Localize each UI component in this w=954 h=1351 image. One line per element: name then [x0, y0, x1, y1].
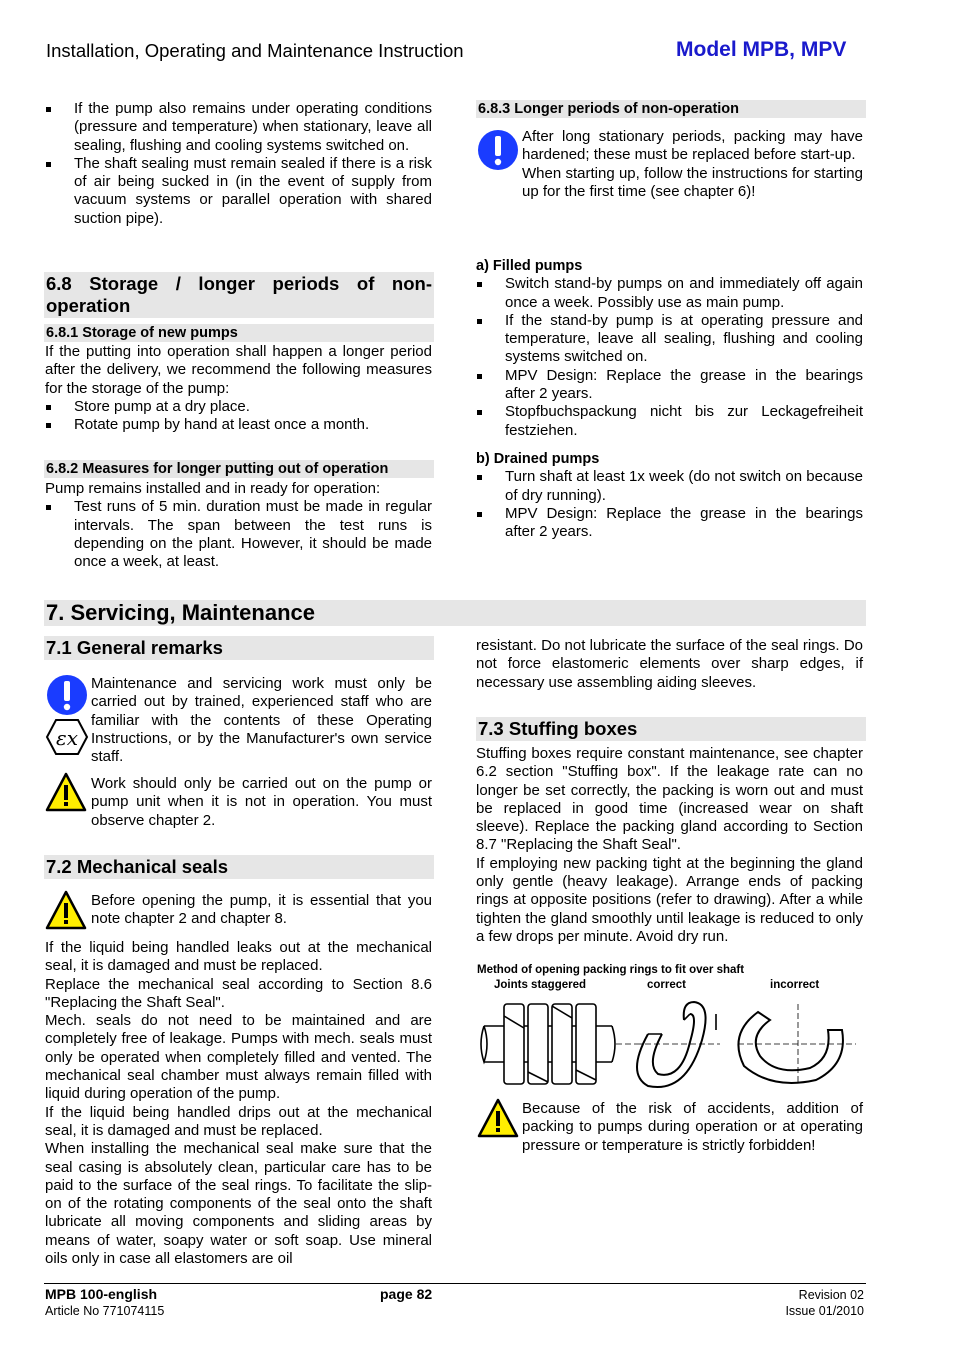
paragraph: After long stationary periods, packing may have hardened; these must be replaced before start-up. [522, 128, 863, 164]
list-item: Turn shaft at least 1x week (do not switch on because of dry running). [476, 468, 863, 505]
figure-label-incorrect: incorrect [770, 979, 820, 991]
footer-issue: Issue 01/2010 [785, 1304, 864, 1318]
subheading-drained-pumps: b) Drained pumps [476, 450, 600, 467]
section-6-8-3-title: 6.8.3 Longer periods of non-operation [476, 100, 866, 118]
figure-caption: Method of opening packing rings to fit over shaft [477, 964, 745, 976]
section-7-1-title: 7.1 General remarks [44, 636, 434, 660]
section-6-8-1-body [45, 343, 432, 434]
intro-bullets [45, 100, 432, 228]
section-7-3-title: 7.3 Stuffing boxes [476, 717, 866, 741]
model-title: Model MPB, MPV [676, 38, 847, 61]
subheading-filled-pumps: a) Filled pumps [476, 258, 583, 274]
list-item: Switch stand-by pumps on and immediately off again once a week. Possibly use as main pump. [476, 275, 863, 312]
info-exclamation-icon [477, 129, 519, 175]
paragraph: Pump remains installed and in ready for operation: [45, 480, 381, 497]
footer-revision: Revision 02 [798, 1288, 864, 1302]
paragraph: If the putting into operation shall happen a longer period after the delivery, we recommend the following measures for the storage of the pump: [45, 343, 432, 397]
section-6-8-2-title: 6.8.2 Measures for longer putting out of operation [44, 460, 434, 478]
list-item: MPV Design: Replace the grease in the bearings after 2 years. [476, 367, 863, 404]
section-7-1-note2: Work should only be carried out on the pump or pump unit when it is not in operation. You must observe chapter 2. [91, 775, 432, 829]
section-7-2-continued: resistant. Do not lubricate the surface of the seal rings. Do not force elastomeric elements over sharp edges, if necessary use assembling aiding sleeves. [476, 637, 863, 691]
svg-text:εx: εx [55, 726, 79, 750]
footer-doc-id: MPB 100-english [45, 1286, 158, 1302]
section-7-1-note1: Maintenance and servicing work must only be carried out by trained, experienced staff who are familiar with the contents of these Operating Instructions, or by the Manufacturer's own service staff. [91, 675, 432, 766]
paragraph: When starting up, follow the instructions for starting up for the first time (see chapter 6)! [522, 164, 863, 200]
warning-triangle-icon [45, 890, 87, 934]
section-6-8-2-body [45, 480, 432, 571]
section-6-8-3-body [476, 257, 863, 541]
section-6-8-title: 6.8 Storage / longer periods of non-operation [46, 273, 432, 316]
list-item: The shaft sealing must remain sealed if there is a risk of air being sucked in (in the event of supply from vacuum systems or parallel operation with shared suction pipe). [45, 155, 432, 228]
list-item: Store pump at a dry place. [45, 398, 432, 416]
paragraph: If employing new packing tight at the beginning the gland only gentle (heavy leakage). Arrange ends of packing rings at opposite positions (refer to drawing). After a while tighten the gland smoothly until leakage is reduced to only a few drops per minute. Avoid dry run. [476, 854, 863, 945]
footer-article-no: Article No 771074115 [45, 1304, 165, 1318]
section-7-2-title: 7.2 Mechanical seals [44, 855, 434, 879]
paragraph: Mech. seals do not need to be maintained and are completely free of leakage. Pumps with mech. seals must only be operated when completely filled and vented. The mechanical seal chamber must always remain filled with liquid during operation of the pump. [45, 1012, 432, 1103]
section-7-2-note: Before opening the pump, it is essential that you note chapter 2 and chapter 8. [91, 892, 432, 928]
section-7-3-body [476, 745, 863, 946]
list-item: MPV Design: Replace the grease in the bearings after 2 years. [476, 505, 863, 542]
paragraph: When installing the mechanical seal make sure that the seal casing is absolutely clean, particular care has to be paid to the surface of the seal rings. To facilitate the slip-on of the rotating components of the seal onto the shaft lubricate all moving components and sliding areas by means of water, soapy water or soft soap. Use mineral oils only in case all elastomers are oil [45, 1140, 432, 1268]
ex-explosion-icon [45, 718, 89, 760]
list-item: If the pump also remains under operating conditions (pressure and temperature) when stationary, leave all sealing, flushing and cooling systems switched on. [45, 100, 432, 155]
list-item: Test runs of 5 min. duration must be made in regular intervals. The span between the test runs is depending on the plant. However, it should be made once a week, at least. [45, 498, 432, 571]
section-6-8-3-note [522, 128, 863, 201]
section-7-2-body [45, 939, 432, 1268]
figure-label-correct: correct [647, 979, 686, 991]
section-7-title: 7. Servicing, Maintenance [44, 600, 866, 626]
footer-divider [44, 1283, 866, 1284]
list-item: Stopfbuchspackung nicht bis zur Leckagefreiheit festziehen. [476, 403, 863, 440]
paragraph: If the liquid being handled drips out at the mechanical seal, it is damaged and must be replaced. [45, 1103, 432, 1139]
figure-label-joints-staggered: Joints staggered [494, 979, 587, 991]
section-7-3-warning: Because of the risk of accidents, addition of packing to pumps during operation or at operating pressure or temperature is strictly forbidden! [522, 1100, 863, 1154]
document-title: Installation, Operating and Maintenance Instruction [46, 40, 464, 61]
packing-ring-drawing [476, 994, 866, 1094]
section-6-8-1-title: 6.8.1 Storage of new pumps [44, 324, 434, 342]
list-item: If the stand-by pump is at operating pressure and temperature, leave all sealing, flushing and cooling systems switched on. [476, 312, 863, 367]
warning-triangle-icon [477, 1098, 519, 1142]
warning-triangle-icon [45, 772, 87, 816]
paragraph: Stuffing boxes require constant maintenance, see chapter 6.2 section "Stuffing box". If the leakage rate can no longer be set correctly, the packing is worn out and must be replaced in good time (increased wear on shaft sleeve). Replace the packing gland according to Section 8.7 "Replacing the Shaft Seal". [476, 745, 863, 854]
list-item: Rotate pump by hand at least once a month. [45, 416, 432, 434]
paragraph: Replace the mechanical seal according to Section 8.6 "Replacing the Shaft Seal". [45, 975, 432, 1011]
footer-page-number: page 82 [380, 1286, 433, 1302]
paragraph: If the liquid being handled leaks out at the mechanical seal, it is damaged and must be replaced. [45, 939, 432, 975]
info-exclamation-icon [46, 674, 88, 720]
